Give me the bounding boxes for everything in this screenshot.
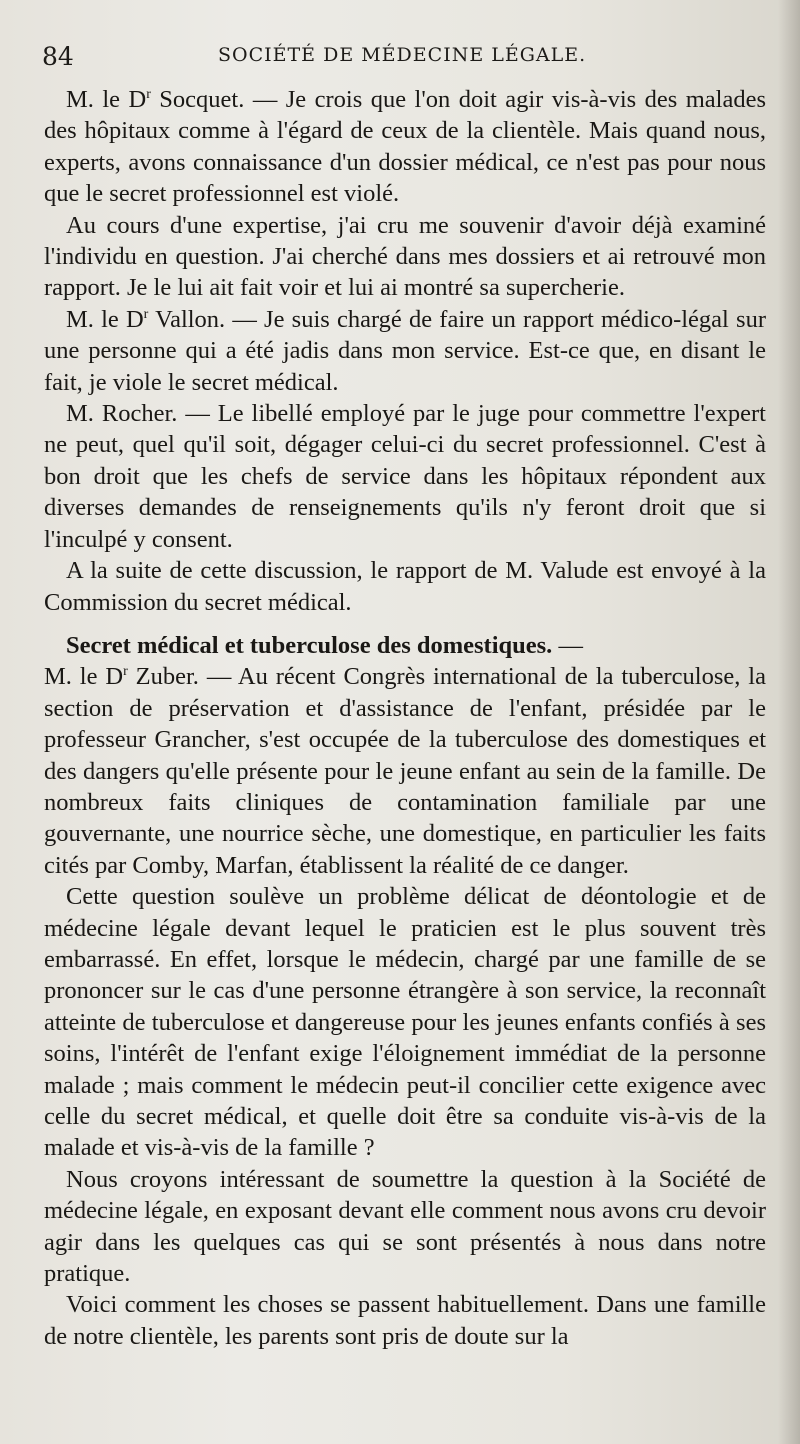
speaker-sup: r <box>143 306 149 322</box>
speaker-name: Vallon. <box>148 305 226 333</box>
speaker-prefix: M. le D <box>66 86 147 113</box>
speaker-name: Zuber. <box>127 663 199 691</box>
paragraph-text: Nous croyons intéressant de soumettre la question à la Société de médecine légale, en exposant devant elle comment nous avons cru devoir agir dans les quelques cas qui se sont présentés à nous dans notre pratique. <box>44 1165 766 1288</box>
paragraph-text: — Le libellé employé par le juge pour commettre l'expert ne peut, quel qu'il soit, dégager celui-ci du secret professionnel. C'est à bon droit que les chefs de service dans les hôpitaux répondent aux diverses demandes de renseignements qu'ils n'y feront droit que si l'inculpé y consent. <box>44 400 766 553</box>
speaker-zuber <box>44 663 199 690</box>
paragraph-rocher <box>44 398 766 555</box>
paragraph-text: A la suite de cette discussion, le rapport de M. Valude est envoyé à la Commission du secret médical. <box>44 557 766 616</box>
paragraph-text: — Je crois que l'on doit agir vis-à-vis des malades des hôpitaux comme à l'égard de ceux de la clientèle. Mais quand nous, experts, avons connaissance d'un dossier médical, ce n'est pas pour nous que le secret professionnel est violé. <box>44 86 766 208</box>
speaker-name: Socquet. <box>150 86 245 113</box>
paragraph-commission <box>44 555 766 618</box>
paragraph-text: Cette question soulève un problème délicat de déontologie et de médecine légale devant lequel le praticien est le plus souvent très embarrassé. En effet, lorsque le médecin, chargé par une famille de se prononcer sur le cas d'une personne étrangère à son service, la reconnaît atteinte de tuberculose et dangereuse pour les jeunes enfants confiés à ses soins, l'intérêt de l'enfant exige l'éloignement immédiat de la personne malade ; mais comment le médecin peut-il concilier cette exigence avec celle du secret médical, et quelle doit être sa conduite vis-à-vis de la malade et vis-à-vis de la famille ? <box>44 883 766 1162</box>
paragraph-vallon <box>44 304 766 398</box>
section-opening <box>44 630 766 881</box>
paragraph-socquet <box>44 84 766 210</box>
body-text <box>44 84 766 1352</box>
speaker-sup: r <box>123 664 128 680</box>
paragraph-text: — Au récent Congrès international de la tuberculose, la section de préservation et d'assistance de l'enfant, présidée par le professeur Grancher, s'est occupée de la tuberculose des domestiques et des dangers qu'elle présente pour le jeune enfant au sein de la famille. De nombreux faits cliniques de contamination familiale par une gouvernante, une nourrice sèche, une domestique, en particulier les faits cités par Comby, Marfan, établissent la réalité de ce danger. <box>44 663 766 879</box>
speaker-vallon <box>66 306 225 333</box>
section-heading: Secret médical et tuberculose des domestiques. <box>66 631 553 659</box>
paragraph-expertise <box>44 210 766 304</box>
page-number: 84 <box>42 42 74 71</box>
paragraph-text: Voici comment les choses se passent habituellement. Dans une famille de notre clientèle, les parents sont pris de doute sur la <box>44 1291 766 1350</box>
journal-title: SOCIÉTÉ DE MÉDECINE LÉGALE. <box>218 44 587 66</box>
page-edge-shadow <box>778 0 800 1444</box>
speaker-prefix: M. le D <box>44 663 124 691</box>
speaker-prefix: M. le D <box>66 305 144 333</box>
paragraph-question <box>44 881 766 1164</box>
speaker-rocher: M. Rocher. <box>66 400 178 428</box>
paragraph-soumettre <box>44 1164 766 1290</box>
speaker-socquet <box>66 86 244 113</box>
speaker-sup: r <box>146 86 151 102</box>
heading-dash: — <box>552 631 583 659</box>
paragraph-text: — Je suis chargé de faire un rapport médico-légal sur une personne qui a été jadis dans mon service. Est-ce que, en disant le fait, je viole le secret médical. <box>44 305 766 396</box>
paragraph-voici <box>44 1289 766 1352</box>
running-head <box>42 38 762 78</box>
paragraph-text: Au cours d'une expertise, j'ai cru me souvenir d'avoir déjà examiné l'individu en question. J'ai cherché dans mes dossiers et ai retrouvé mon rapport. Je le lui ait fait voir et lui ai montré sa supercherie. <box>44 211 766 302</box>
